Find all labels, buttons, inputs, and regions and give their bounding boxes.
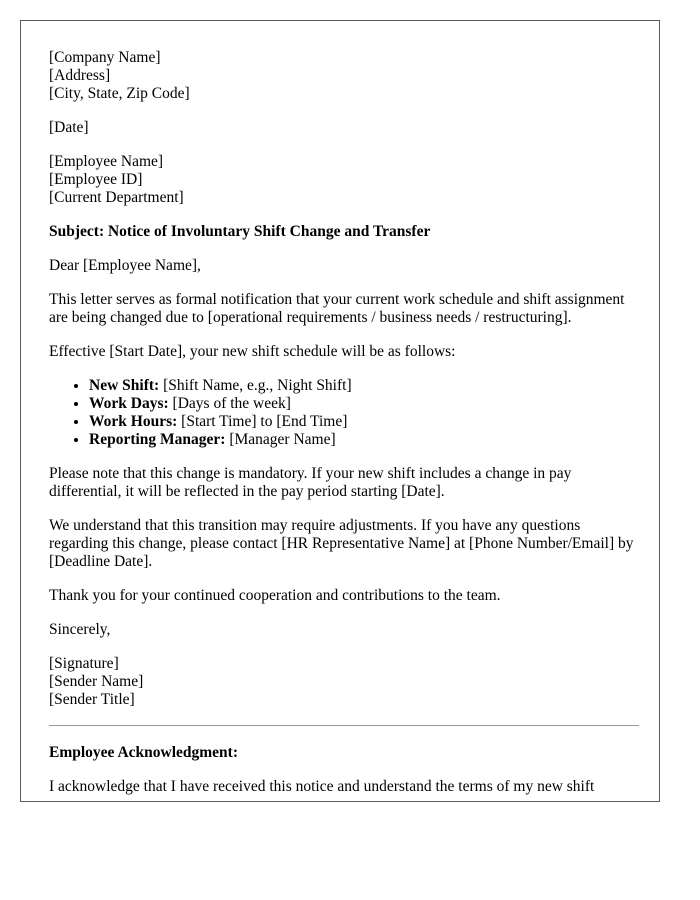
company-address: [Address] <box>49 67 111 84</box>
employee-id: [Employee ID] <box>49 171 143 188</box>
letter-date: [Date] <box>49 119 89 136</box>
employee-name: [Employee Name] <box>49 153 164 170</box>
effective-paragraph: Effective [Start Date], your new shift schedule will be as follows: <box>49 343 456 360</box>
subject-line: Subject: Notice of Involuntary Shift Change and Transfer <box>49 223 431 240</box>
thanks-paragraph: Thank you for your continued cooperation and contributions to the team. <box>49 587 501 604</box>
list-item-label: Reporting Manager: <box>89 431 226 448</box>
list-item-value: [Start Time] to [End Time] <box>181 413 348 430</box>
closing: Sincerely, <box>49 621 111 638</box>
letter-content <box>49 49 639 802</box>
list-item <box>89 395 639 413</box>
signature-block <box>49 655 639 709</box>
questions-paragraph: We understand that this transition may require adjustments. If you have any questions regarding this change, please contact [HR Representative Name] at [Phone Number/Email] by [Deadline Date]. <box>49 517 634 570</box>
sender-title: [Sender Title] <box>49 691 135 708</box>
list-item-label: New Shift: <box>89 377 160 394</box>
sender-address-block <box>49 49 639 103</box>
section-divider <box>49 725 639 726</box>
acknowledgment-text: I acknowledge that I have received this notice and understand the terms of my new shift <box>49 778 595 795</box>
list-item-value: [Manager Name] <box>229 431 336 448</box>
signature: [Signature] <box>49 655 119 672</box>
list-item <box>89 431 639 449</box>
list-item <box>89 377 639 395</box>
schedule-list <box>49 377 639 449</box>
company-name: [Company Name] <box>49 49 161 66</box>
list-item-label: Work Hours: <box>89 413 178 430</box>
list-item <box>89 413 639 431</box>
intro-paragraph: This letter serves as formal notification that your current work schedule and shift assignment are being changed due to [operational requirements / business needs / restructuring]. <box>49 291 625 326</box>
recipient-block <box>49 153 639 207</box>
acknowledgment-heading: Employee Acknowledgment: <box>49 744 239 761</box>
list-item-label: Work Days: <box>89 395 169 412</box>
company-city-state-zip: [City, State, Zip Code] <box>49 85 190 102</box>
salutation: Dear [Employee Name], <box>49 257 201 274</box>
list-item-value: [Shift Name, e.g., Night Shift] <box>163 377 352 394</box>
sender-name: [Sender Name] <box>49 673 144 690</box>
letter-page <box>20 20 660 802</box>
list-item-value: [Days of the week] <box>172 395 291 412</box>
current-department: [Current Department] <box>49 189 184 206</box>
mandatory-paragraph: Please note that this change is mandatory. If your new shift includes a change in pay differential, it will be reflected in the pay period starting [Date]. <box>49 465 572 500</box>
